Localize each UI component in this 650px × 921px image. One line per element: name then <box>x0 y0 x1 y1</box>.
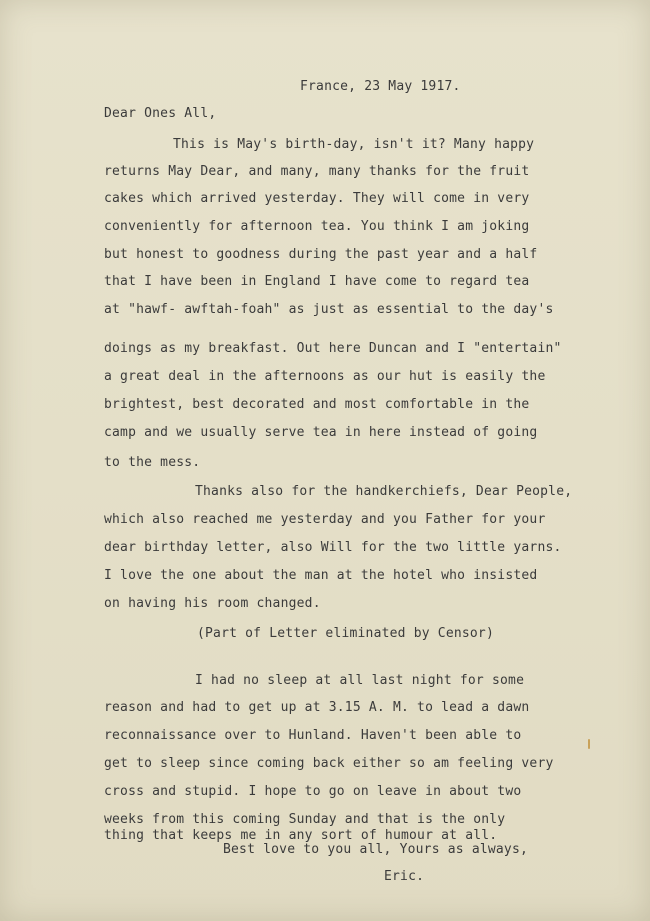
dateline: France, 23 May 1917. <box>300 79 461 94</box>
body-line: This is May's birth-day, isn't it? Many happy <box>173 137 535 152</box>
body-line: dear birthday letter, also Will for the two little yarns. <box>104 540 562 555</box>
censor-note: (Part of Letter eliminated by Censor) <box>197 626 494 641</box>
signature: Eric. <box>384 869 425 884</box>
salutation: Dear Ones All, <box>104 106 217 121</box>
body-line: to the mess. <box>104 455 201 470</box>
body-line: weeks from this coming Sunday and that is the only <box>104 812 506 827</box>
body-line: a great deal in the afternoons as our hut is easily the <box>104 369 546 384</box>
body-line: doings as my breakfast. Out here Duncan and I "entertain" <box>104 341 562 356</box>
body-line: I had no sleep at all last night for some <box>195 673 525 688</box>
body-line: that I have been in England I have come to regard tea <box>104 274 530 289</box>
body-line: at "hawf- awftah-foah" as just as essential to the day's <box>104 302 554 317</box>
body-line: cross and stupid. I hope to go on leave in about two <box>104 784 522 799</box>
body-line: on having his room changed. <box>104 596 321 611</box>
body-line: get to sleep since coming back either so am feeling very <box>104 756 554 771</box>
body-line: returns May Dear, and many, many thanks for the fruit <box>104 164 530 179</box>
body-line: Thanks also for the handkerchiefs, Dear People, <box>195 484 573 499</box>
body-line: reconnaissance over to Hunland. Haven't been able to <box>104 728 522 743</box>
body-line: conveniently for afternoon tea. You think I am joking <box>104 219 530 234</box>
body-line: I love the one about the man at the hotel who insisted <box>104 568 538 583</box>
closing: Best love to you all, Yours as always, <box>223 842 529 857</box>
body-line: but honest to goodness during the past year and a half <box>104 247 538 262</box>
body-line: camp and we usually serve tea in here instead of going <box>104 425 538 440</box>
body-line: brightest, best decorated and most comfortable in the <box>104 397 530 412</box>
body-line: cakes which arrived yesterday. They will come in very <box>104 191 530 206</box>
pencil-mark <box>588 739 590 749</box>
body-line: thing that keeps me in any sort of humour at all. <box>104 828 498 843</box>
body-line: reason and had to get up at 3.15 A. M. to lead a dawn <box>104 700 530 715</box>
body-line: which also reached me yesterday and you Father for your <box>104 512 546 527</box>
